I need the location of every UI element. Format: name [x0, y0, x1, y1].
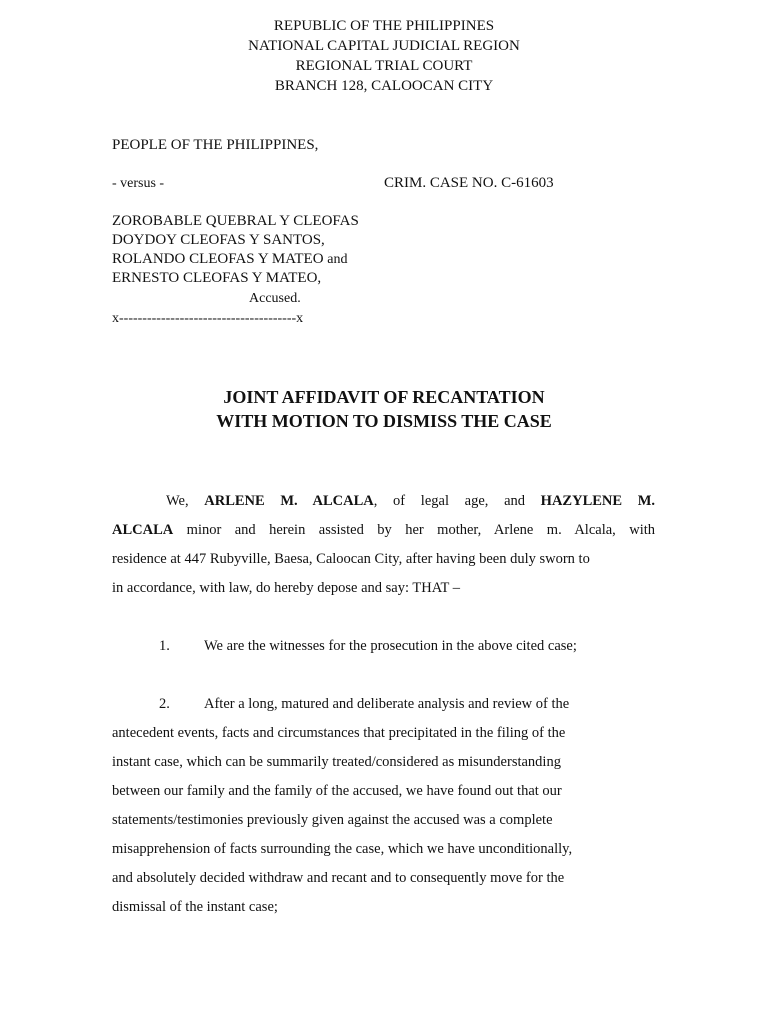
item-2-line-5: statements/testimonies previously given against the accused was a complete: [112, 812, 553, 828]
intro-line-2: [112, 516, 655, 545]
item-2-line-8: dismissal of the instant case;: [112, 899, 278, 915]
caption-divider: x--------------------------------------x: [112, 311, 304, 326]
caption-accused-3: ROLANDO CLEOFAS Y MATEO: [112, 251, 324, 267]
intro-of-legal-age: , of legal age,: [373, 493, 489, 509]
item-1-text: We are the witnesses for the prosecution in the above cited case;: [204, 638, 577, 654]
item-2-line-4: between our family and the family of the accused, we have found out that our: [112, 783, 562, 799]
caption-accused-4: ERNESTO CLEOFAS Y MATEO,: [112, 270, 322, 286]
affiant-2-name-part-1: HAZYLENE M.: [540, 493, 656, 509]
header-branch: BRANCH 128, CALOOCAN CITY: [274, 78, 494, 94]
caption-plaintiff: PEOPLE OF THE PHILIPPINES,: [112, 137, 319, 153]
item-2-line-3: instant case, which can be summarily treated/considered as misunderstanding: [112, 754, 561, 770]
item-2-number: 2.: [159, 696, 170, 712]
item-2-first-line: After a long, matured and deliberate analysis and review of the: [204, 696, 570, 712]
intro-we: We,: [166, 493, 189, 509]
intro-line-3: residence at 447 Rubyville, Baesa, Caloocan City, after having been duly sworn to: [112, 551, 590, 567]
title-line-1: JOINT AFFIDAVIT OF RECANTATION: [223, 387, 545, 407]
intro-and: and: [504, 493, 525, 509]
item-2-line-6: misapprehension of facts surrounding the case, which we have unconditionally,: [112, 841, 573, 857]
caption-accused-2: DOYDOY CLEOFAS Y SANTOS,: [112, 232, 325, 248]
caption-case-number: CRIM. CASE NO. C-61603: [384, 175, 554, 191]
affiant-2-name-part-2: ALCALA: [112, 522, 174, 538]
document-title: [0, 385, 768, 433]
header-court: REGIONAL TRIAL COURT: [295, 58, 473, 74]
header-judicial-region: NATIONAL CAPITAL JUDICIAL REGION: [248, 38, 520, 54]
item-1-number: 1.: [159, 638, 170, 654]
caption-accused-3-line: [112, 250, 348, 269]
intro-line-2-rest: minor and herein assisted by her mother, Arlene m. Alcala, with: [186, 522, 656, 538]
court-header: [0, 16, 768, 96]
title-line-2: WITH MOTION TO DISMISS THE CASE: [216, 411, 552, 431]
item-2-line-2: antecedent events, facts and circumstances that precipitated in the filing of the: [112, 725, 566, 741]
caption-versus: - versus -: [112, 176, 165, 191]
caption-accused-3-and: and: [327, 252, 348, 267]
intro-line-1: [166, 487, 655, 516]
affiant-1-name: ARLENE M. ALCALA: [204, 493, 374, 509]
caption-accused-label: Accused.: [249, 291, 301, 306]
item-2-line-7: and absolutely decided withdraw and recant and to consequently move for the: [112, 870, 565, 886]
intro-line-4: in accordance, with law, do hereby depose and say: THAT –: [112, 580, 461, 596]
caption-accused-1: ZOROBABLE QUEBRAL Y CLEOFAS: [112, 213, 359, 229]
header-republic: REPUBLIC OF THE PHILIPPINES: [273, 18, 495, 34]
